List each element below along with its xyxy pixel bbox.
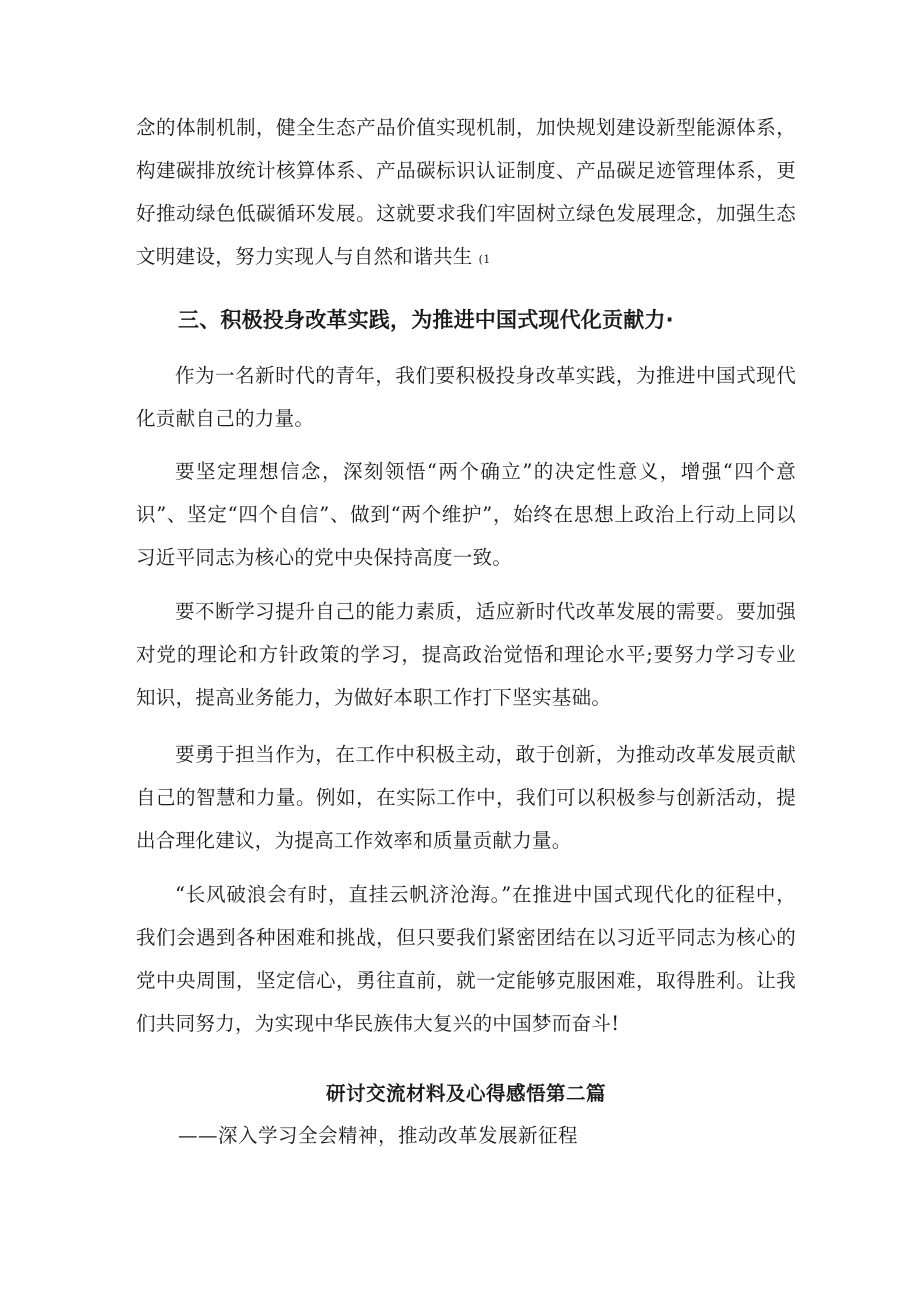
intro-paragraph-mark: (1 [478, 253, 491, 266]
intro-paragraph [136, 106, 796, 281]
document-subtitle: ——深入学习全会精神，推动改革发展新征程 [178, 1124, 579, 1147]
paragraph-learning: 要不断学习提升自己的能力素质，适应新时代改革发展的需要。要加强对党的理论和方针政策的学习，提高政治觉悟和理论水平;要努力学习专业知识，提高业务能力，为做好本职工作打下坚实基础。 [136, 600, 796, 709]
section-heading: 三、积极投身改革实践，为推进中国式现代化贡献力· [178, 308, 674, 332]
paragraph-ideals: 要坚定理想信念，深刻领悟“两个确立”的决定性意义，增强“四个意识”、坚定“四个自信”、做到“两个维护”，始终在思想上政治上行动上同以习近平同志为核心的党中央保持高度一致。 [136, 460, 796, 569]
paragraph-conclusion: “长风破浪会有时，直挂云帆济沧海。”在推进中国式现代化的征程中，我们会遇到各种困难和挑战，但只要我们紧密团结在以习近平同志为核心的党中央周围，坚定信心，勇往直前，就一定能够克服困难，取得胜利。让我们共同努力，为实现中华民族伟大复兴的中国梦而奋斗! [136, 883, 796, 1035]
paragraph-youth: 作为一名新时代的青年，我们要积极投身改革实践，为推进中国式现代化贡献自己的力量。 [136, 364, 796, 430]
intro-paragraph-text: 念的体制机制，健全生态产品价值实现机制，加快规划建设新型能源体系，构建碳排放统计核算体系、产品碳标识认证制度、产品碳足迹管理体系，更好推动绿色低碳循环发展。这就要求我们牢固树立绿色发展理念，加强生态文明建设，努力实现人与自然和谐共生 [136, 116, 796, 268]
paragraph-responsibility: 要勇于担当作为，在工作中积极主动，敢于创新，为推动改革发展贡献自己的智慧和力量。例如，在实际工作中，我们可以积极参与创新活动，提出合理化建议，为提高工作效率和质量贡献力量。 [136, 743, 796, 852]
document-title: 研讨交流材料及心得感悟第二篇 [325, 1082, 606, 1105]
